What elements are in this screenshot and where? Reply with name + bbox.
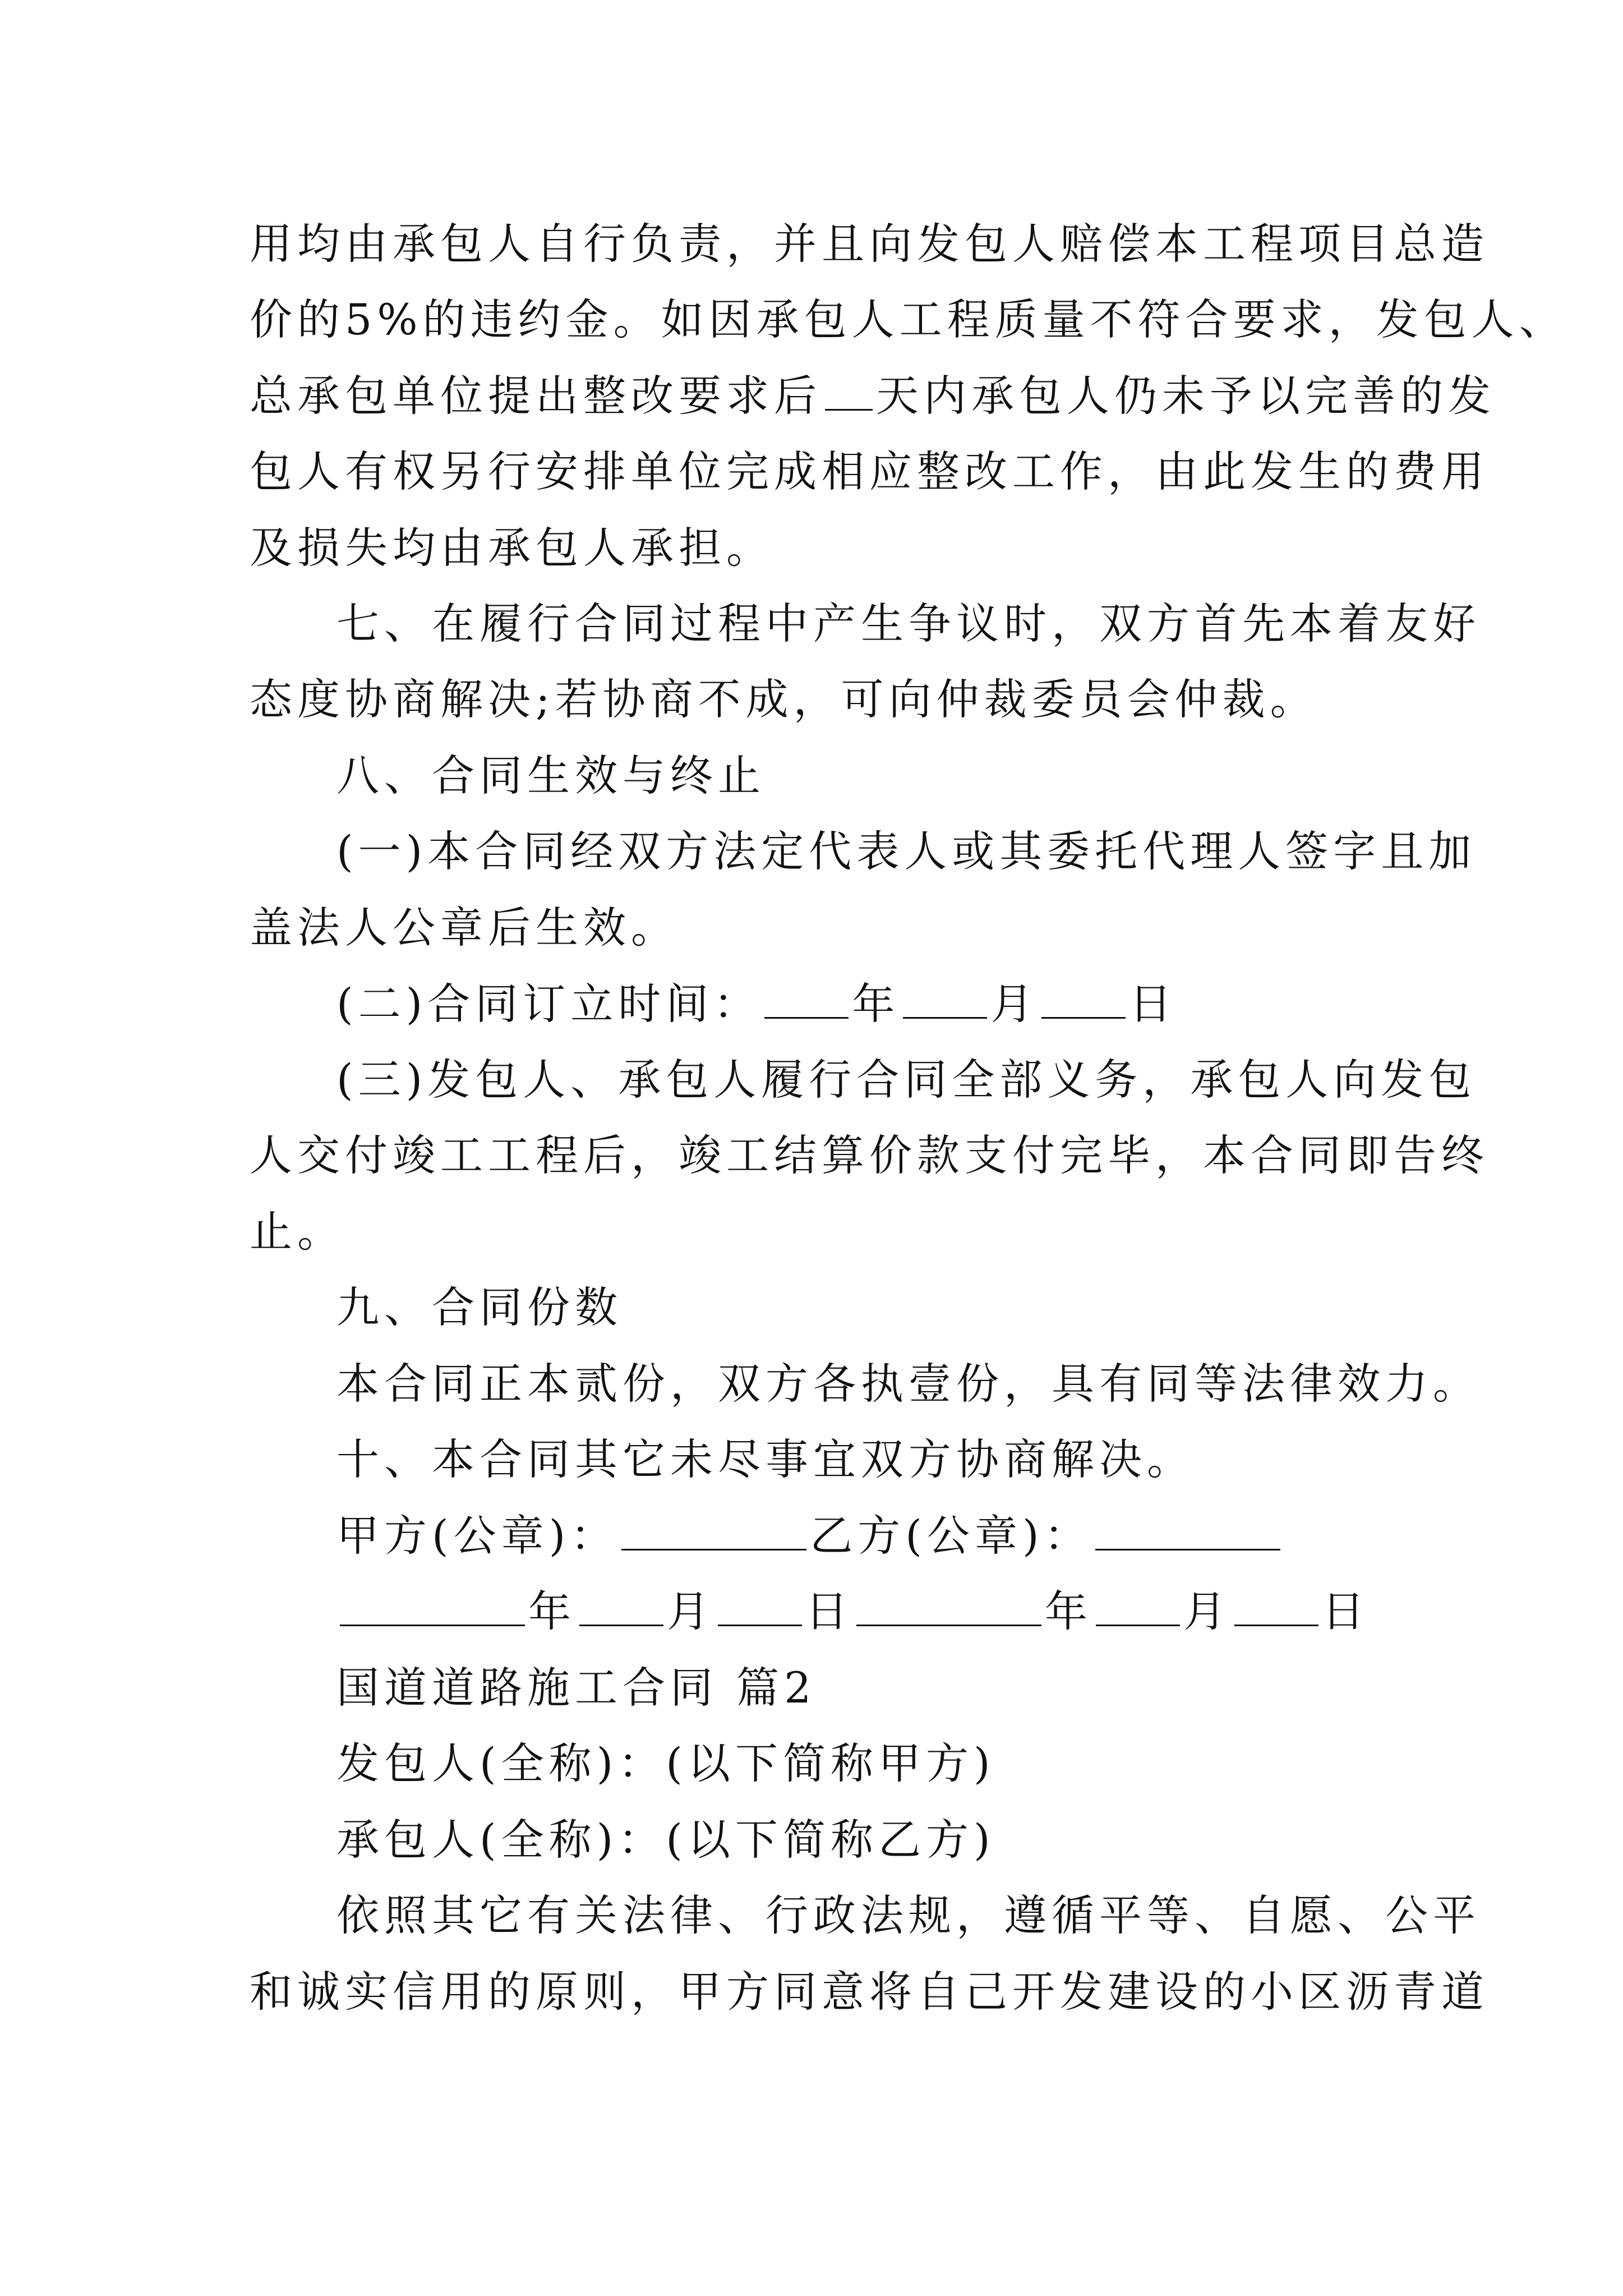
contractor-line: 承包人(全称)：(以下简称乙方) — [336, 1815, 995, 1865]
party-b-label: 乙方(公章)： — [810, 1511, 1092, 1561]
text-line: 包人有权另行安排单位完成相应整改工作，由此发生的费用 — [250, 447, 1489, 496]
year-label: 年 — [1045, 1586, 1092, 1636]
text-line: 及损失均由承包人承担。 — [250, 523, 774, 573]
fill-blank-days — [825, 369, 873, 411]
intro-line: 和诚实信用的原则，甲方同意将自己开发建设的小区沥青道 — [250, 1967, 1489, 2017]
fill-blank-party-b — [1095, 1508, 1280, 1550]
clause-8-item-2 — [336, 976, 1177, 1032]
fill-blank-year — [764, 977, 849, 1019]
clause-8-item-3: (三)发包人、承包人履行合同全部义务，承包人向发包 — [336, 1055, 1477, 1105]
date-label: (二)合同订立时间： — [336, 979, 762, 1029]
clause-8-item-3: 止。 — [250, 1207, 345, 1257]
intro-line: 依照其它有关法律、行政法规，遵循平等、自愿、公平 — [336, 1890, 1481, 1940]
employer-line: 发包人(全称)：(以下简称甲方) — [336, 1738, 995, 1788]
clause-7-line: 态度协商解决;若协商不成，可向仲裁委员会仲裁。 — [250, 674, 1318, 724]
clause-8-item-1: (一)本合同经双方法定代表人或其委托代理人签字且加 — [336, 826, 1477, 876]
month-label: 月 — [990, 979, 1039, 1029]
clause-7-line: 七、在履行合同过程中产生争议时，双方首先本着友好 — [336, 599, 1481, 648]
fill-blank-a-date-year — [340, 1584, 525, 1626]
section-2-title: 国道道路施工合同 篇2 — [336, 1663, 817, 1713]
text-segment: 总承包单位提出整改要求后 — [250, 371, 822, 421]
year-label: 年 — [852, 979, 900, 1029]
year-label: 年 — [528, 1586, 576, 1636]
fill-blank-b-date-day — [1234, 1584, 1318, 1626]
day-label: 日 — [1322, 1586, 1370, 1636]
text-line: 用均由承包人自行负责，并且向发包人赔偿本工程项目总造 — [250, 219, 1489, 269]
day-label: 日 — [1129, 979, 1177, 1029]
clause-9-body: 本合同正本贰份，双方各执壹份，具有同等法律效力。 — [336, 1359, 1481, 1409]
month-label: 月 — [667, 1586, 714, 1636]
clause-8-item-3: 人交付竣工工程后，竣工结算价款支付完毕，本合同即告终 — [250, 1130, 1489, 1180]
fill-blank-day — [1041, 977, 1126, 1019]
fill-blank-month — [903, 977, 987, 1019]
signature-parties — [336, 1508, 1284, 1564]
party-a-label: 甲方(公章)： — [336, 1511, 619, 1561]
clause-10: 十、本合同其它未尽事宜双方协商解决。 — [336, 1434, 1195, 1484]
clause-8-item-1: 盖法人公章后生效。 — [250, 903, 679, 953]
fill-blank-a-date-day — [718, 1584, 802, 1626]
fill-blank-b-date-month — [1096, 1584, 1180, 1626]
text-segment: 天内承包人仍未予以完善的发 — [876, 371, 1496, 421]
text-line: 价的5%的违约金。如因承包人工程质量不符合要求，发包人、 — [250, 295, 1567, 344]
month-label: 月 — [1183, 1586, 1231, 1636]
fill-blank-party-a — [621, 1508, 806, 1550]
fill-blank-a-date-month — [579, 1584, 663, 1626]
clause-8-heading: 八、合同生效与终止 — [336, 751, 766, 800]
signature-dates — [336, 1584, 1370, 1640]
fill-blank-b-date-year — [856, 1584, 1041, 1626]
day-label: 日 — [805, 1586, 853, 1636]
clause-9-heading: 九、合同份数 — [336, 1282, 623, 1332]
text-line — [250, 368, 1496, 424]
